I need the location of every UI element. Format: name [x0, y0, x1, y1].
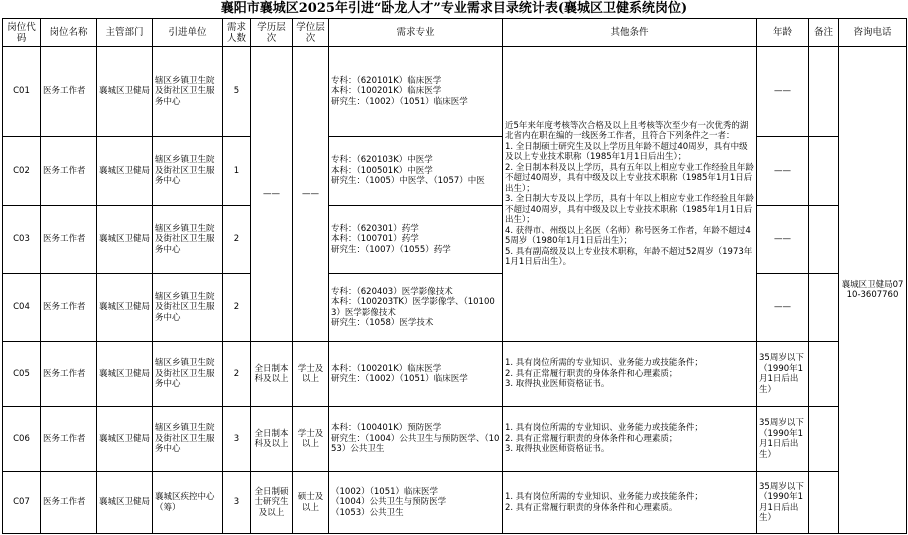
row-major [329, 47, 503, 137]
header-degree: 学位层次 [293, 19, 329, 47]
other-line: 3. 全日制大专及以上学历，具有十年以上相应专业工作经验且年龄不超过40周岁，具有中级及以上专业技术职称（1985年1月1日后出生）； [505, 194, 754, 225]
row-num: 3 [223, 472, 251, 534]
row-name: 医务工作者 [41, 137, 97, 206]
major-line: 研究生：（1005）中医学、（1057）中医 [331, 176, 485, 187]
row-note [809, 342, 839, 407]
row-major [329, 342, 503, 407]
header-dept: 主管部门 [97, 19, 153, 47]
row-major [329, 274, 503, 342]
other-line: 1. 具有岗位所需的专业知识、业务能力或技能条件； [505, 492, 703, 502]
row-major [329, 206, 503, 274]
other-line: 1. 具有岗位所需的专业知识、业务能力或技能条件； [505, 423, 703, 434]
row-note [809, 274, 839, 342]
other-line: 2. 具有正常履行职责的身体条件和心理素质； [505, 368, 678, 379]
row-dept: 襄城区卫健局 [97, 274, 153, 342]
other-line: 5. 具有副高级及以上专业技术职称，年龄不超过52周岁（1973年1月1日后出生）。 [505, 246, 753, 267]
row-degree: 学士及以上 [293, 407, 329, 472]
table-row [3, 472, 907, 534]
major-line: 本科：（100201K）临床医学 [331, 363, 442, 374]
row-edu: 全日制硕士研究生及以上 [251, 472, 293, 534]
row-num: 2 [223, 274, 251, 342]
major-line: 专科：（620403）医学影像技术 [331, 286, 453, 297]
row-dept: 襄城区卫健局 [97, 342, 153, 407]
row-dept: 襄城区卫健局 [97, 206, 153, 274]
row-other [503, 407, 757, 472]
row-dept: 襄城区卫健局 [97, 137, 153, 206]
row-age: 35周岁以下（1990年1月1日后出生） [757, 342, 809, 407]
table-row [3, 206, 907, 274]
row-degree: 硕士及以上 [293, 472, 329, 534]
row-code: C07 [3, 472, 41, 534]
other-line: 2. 具有正常履行职责的身体条件和心理素质。 [505, 502, 678, 513]
row-unit: 辖区乡镇卫生院及街社区卫生服务中心 [153, 206, 223, 274]
row-unit: 辖区乡镇卫生院及街社区卫生服务中心 [153, 342, 223, 407]
row-degree: 学士及以上 [293, 342, 329, 407]
major-line: 专科：（620101K）临床医学 [331, 75, 442, 86]
row-name: 医务工作者 [41, 206, 97, 274]
recruitment-table [2, 18, 907, 534]
other-merged [503, 47, 757, 342]
header-code: 岗位代码 [3, 19, 41, 47]
row-note [809, 206, 839, 274]
other-line: 3. 取得执业医师资格证书。 [505, 379, 610, 390]
header-contact: 咨询电话 [839, 19, 907, 47]
header-other: 其他条件 [503, 19, 757, 47]
row-age: —— [757, 47, 809, 137]
row-age: —— [757, 206, 809, 274]
header-major: 需求专业 [329, 19, 503, 47]
row-code: C04 [3, 274, 41, 342]
row-edu: 全日制本科及以上 [251, 407, 293, 472]
row-code: C03 [3, 206, 41, 274]
major-line: 本科：（100501K）中医学 [331, 165, 433, 176]
row-age: 35周岁以下（1990年1月1日后出生） [757, 472, 809, 534]
row-num: 2 [223, 206, 251, 274]
row-age: —— [757, 137, 809, 206]
row-major [329, 472, 503, 534]
row-age: 35周岁以下（1990年1月1日后出生） [757, 407, 809, 472]
row-age: —— [757, 274, 809, 342]
major-line: 专科：（620301）药学 [331, 223, 419, 234]
row-edu: 全日制本科及以上 [251, 342, 293, 407]
header-row [3, 19, 907, 47]
contact-merged: 襄城区卫健局0710-3607760 [839, 47, 907, 534]
row-unit: 辖区乡镇卫生院及街社区卫生服务中心 [153, 407, 223, 472]
major-line: （1004）公共卫生与预防医学 [331, 497, 447, 508]
major-line: 研究生：（1058）医学技术 [331, 318, 434, 328]
row-unit: 襄城区疾控中心（筹） [153, 472, 223, 534]
major-line: 专科：（620103K）中医学 [331, 155, 433, 166]
header-edu: 学历层次 [251, 19, 293, 47]
row-other [503, 472, 757, 534]
row-num: 2 [223, 342, 251, 407]
major-line: （1002）（1051）临床医学 [331, 486, 439, 497]
page-title: 襄阳市襄城区2025年引进“卧龙人才”专业需求目录统计表(襄城区卫健系统岗位) [220, 1, 688, 16]
row-major [329, 407, 503, 472]
other-line: 近5年来年度考核等次合格及以上且考核等次至少有一次优秀的湖北省内在职在编的一线医务工作者，且符合下列条件之一者： [505, 120, 749, 141]
row-dept: 襄城区卫健局 [97, 472, 153, 534]
other-line: 1. 全日制硕士研究生及以上学历且年龄不超过40周岁，具有中级及以上专业技术职称（1985年1月1日后出生）； [505, 141, 748, 162]
row-note [809, 137, 839, 206]
header-age: 年龄 [757, 19, 809, 47]
other-line: 1. 具有岗位所需的专业知识、业务能力或技能条件； [505, 358, 703, 369]
major-line: 本科：（100203TK）医学影像学、（101003）医学影像技术 [331, 297, 495, 318]
major-line: 研究生：（1002）（1051）临床医学 [331, 374, 468, 384]
table-row [3, 274, 907, 342]
row-code: C05 [3, 342, 41, 407]
table-row [3, 342, 907, 407]
row-dept: 襄城区卫健局 [97, 407, 153, 472]
major-line: 本科：（100401K）预防医学 [331, 423, 442, 434]
row-major [329, 137, 503, 206]
major-line: 本科：（100201K）临床医学 [331, 86, 442, 97]
major-line: 研究生：（1004）公共卫生与预防医学、（1053）公共卫生 [331, 433, 500, 455]
table-row [3, 407, 907, 472]
other-line: 4. 获得市、州级以上名医（名师）称号医务工作者，年龄不超过45周岁（1980年1月1日后出生）； [505, 225, 751, 246]
row-name: 医务工作者 [41, 342, 97, 407]
row-dept: 襄城区卫健局 [97, 47, 153, 137]
row-note [809, 472, 839, 534]
major-line: 研究生：（1007）（1055）药学 [331, 244, 451, 255]
header-unit: 引进单位 [153, 19, 223, 47]
row-name: 医务工作者 [41, 274, 97, 342]
header-num: 需求人数 [223, 19, 251, 47]
row-num: 3 [223, 407, 251, 472]
major-line: （1053）公共卫生 [331, 507, 404, 518]
major-line: 本科：（100701）药学 [331, 234, 419, 245]
row-note [809, 47, 839, 137]
table-row [3, 47, 907, 137]
row-other [503, 342, 757, 407]
row-name: 医务工作者 [41, 47, 97, 137]
row-name: 医务工作者 [41, 407, 97, 472]
row-code: C02 [3, 137, 41, 206]
row-unit: 辖区乡镇卫生院及街社区卫生服务中心 [153, 137, 223, 206]
other-line: 3. 取得执业医师资格证书。 [505, 444, 610, 455]
row-code: C01 [3, 47, 41, 137]
row-note [809, 407, 839, 472]
degree-merged: —— [293, 47, 329, 342]
row-num: 5 [223, 47, 251, 137]
table-row [3, 137, 907, 206]
header-note: 备注 [809, 19, 839, 47]
other-line: 2. 具有正常履行职责的身体条件和心理素质； [505, 433, 678, 444]
other-line: 2. 全日制本科及以上学历，具有五年以上相应专业工作经验且年龄不超过40周岁，具有中级及以上专业技术职称（1985年1月1日后出生）； [505, 162, 754, 194]
major-line: 研究生：（1002）（1051）临床医学 [331, 96, 468, 107]
row-code: C06 [3, 407, 41, 472]
row-num: 1 [223, 137, 251, 206]
row-unit: 辖区乡镇卫生院及街社区卫生服务中心 [153, 47, 223, 137]
row-name: 医务工作者 [41, 472, 97, 534]
header-name: 岗位名称 [41, 19, 97, 47]
edu-merged: —— [251, 47, 293, 342]
row-unit: 辖区乡镇卫生院及街社区卫生服务中心 [153, 274, 223, 342]
